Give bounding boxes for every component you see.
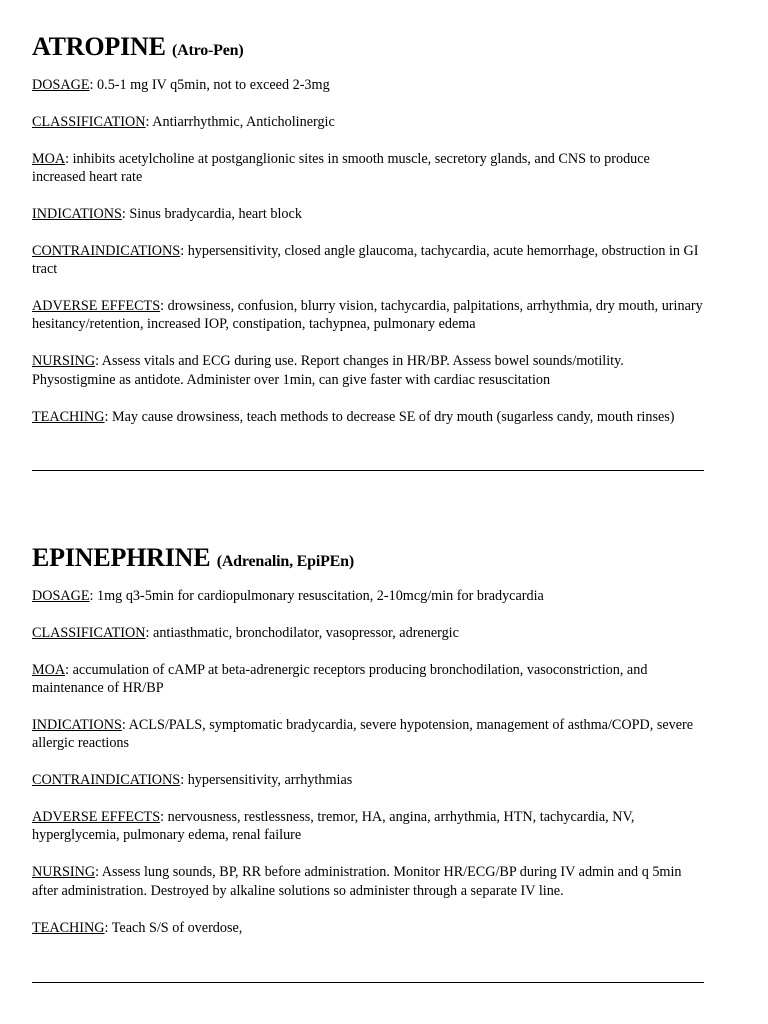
field-label: TEACHING bbox=[32, 919, 105, 936]
field-text: antiasthmatic, bronchodilator, vasopressor, adrenergic bbox=[153, 624, 459, 641]
field-label: DOSAGE bbox=[32, 588, 90, 604]
field-text: Assess vitals and ECG during use. Report changes in HR/BP. Assess bowel sounds/motility. Physostigmine as antidote. Administer over 1min, can give faster with cardiac resuscitation bbox=[32, 353, 624, 388]
field-label: CONTRAINDICATIONS bbox=[32, 772, 181, 789]
field-label: CLASSIFICATION bbox=[32, 624, 146, 641]
field-text: Sinus bradycardia, heart block bbox=[129, 205, 302, 222]
drug-fields bbox=[32, 76, 704, 426]
field-text: nervousness, restlessness, tremor, HA, angina, arrhythmia, HTN, tachycardia, NV, hyperglycemia, pulmonary edema, renal failure bbox=[32, 808, 635, 844]
field-text: Assess lung sounds, BP, RR before administration. Monitor HR/ECG/BP during IV admin and q 5min after administration. Destroyed by alkaline solutions so administer through a separate IV line. bbox=[32, 864, 682, 899]
field-text: inhibits acetylcholine at postganglionic sites in smooth muscle, secretory glands, and CNS to produce increased heart rate bbox=[32, 150, 650, 186]
field-label: ADVERSE EFFECTS bbox=[32, 297, 161, 314]
drug-title bbox=[32, 30, 704, 68]
field-dosage: DOSAGE: 1mg q3-5min for cardiopulmonary resuscitation, 2-10mcg/min for bradycardia bbox=[32, 588, 544, 604]
field-text: hypersensitivity, arrhythmias bbox=[187, 772, 353, 789]
field-label: NURSING bbox=[32, 353, 96, 370]
field-label: NURSING bbox=[32, 864, 96, 881]
field-contraindications: CONTRAINDICATIONS: hypersensitivity, closed angle glaucoma, tachycardia, acute hemorrhage, obstruction in GI tract bbox=[32, 242, 699, 278]
field-teaching: TEACHING: Teach S/S of overdose, bbox=[32, 919, 243, 936]
field-label: MOA bbox=[32, 661, 66, 678]
section-divider bbox=[32, 982, 704, 983]
field-dosage: DOSAGE: 0.5-1 mg IV q5min, not to exceed 2-3mg bbox=[32, 77, 330, 93]
field-moa: MOA: inhibits acetylcholine at postganglionic sites in smooth muscle, secretory glands, and CNS to produce increased heart rate bbox=[32, 150, 650, 186]
field-text: Teach S/S of overdose, bbox=[111, 919, 243, 936]
drug-name: ATROPINE bbox=[32, 32, 166, 61]
field-indications: INDICATIONS: Sinus bradycardia, heart block bbox=[32, 205, 302, 222]
drug-brand-name: (Adrenalin, EpiPEn) bbox=[216, 553, 354, 570]
field-teaching: TEACHING: May cause drowsiness, teach methods to decrease SE of dry mouth (sugarless candy, mouth rinses) bbox=[32, 408, 675, 425]
field-text: accumulation of cAMP at beta-adrenergic receptors producing bronchodilation, vasoconstriction, and maintenance of HR/BP bbox=[32, 661, 648, 697]
field-classification: CLASSIFICATION: Antiarrhythmic, Anticholinergic bbox=[32, 113, 335, 130]
field-adverse-effects: ADVERSE EFFECTS: nervousness, restlessness, tremor, HA, angina, arrhythmia, HTN, tachycardia, NV, hyperglycemia, pulmonary edema, renal failure bbox=[32, 808, 635, 844]
drug-title bbox=[32, 541, 704, 579]
section-divider bbox=[32, 470, 704, 471]
field-adverse-effects: ADVERSE EFFECTS: drowsiness, confusion, blurry vision, tachycardia, palpitations, arrhythmia, dry mouth, urinary hesitancy/retention, increased IOP, constipation, tachypnea, pulmonary edema bbox=[32, 297, 703, 333]
field-nursing: NURSING: Assess lung sounds, BP, RR before administration. Monitor HR/ECG/BP during IV admin and q 5min after administration. Destroyed by alkaline solutions so administer through a separate IV line. bbox=[32, 864, 682, 899]
field-label: TEACHING bbox=[32, 408, 105, 425]
drug-section-atropine bbox=[32, 30, 704, 426]
field-nursing: NURSING: Assess vitals and ECG during use. Report changes in HR/BP. Assess bowel sounds/motility. Physostigmine as antidote. Administer over 1min, can give faster with cardiac resuscitation bbox=[32, 353, 624, 388]
field-text: Antiarrhythmic, Anticholinergic bbox=[152, 113, 335, 130]
field-label: ADVERSE EFFECTS bbox=[32, 808, 161, 825]
field-label: INDICATIONS bbox=[32, 205, 122, 222]
field-text: hypersensitivity, closed angle glaucoma, tachycardia, acute hemorrhage, obstruction in GI tract bbox=[32, 242, 699, 278]
field-text: 1mg q3-5min for cardiopulmonary resuscitation, 2-10mcg/min for bradycardia bbox=[97, 588, 544, 604]
field-label: MOA bbox=[32, 150, 66, 167]
field-text: May cause drowsiness, teach methods to decrease SE of dry mouth (sugarless candy, mouth rinses) bbox=[112, 408, 675, 425]
field-label: DOSAGE bbox=[32, 77, 90, 93]
field-label: INDICATIONS bbox=[32, 716, 122, 733]
field-text: ACLS/PALS, symptomatic bradycardia, severe hypotension, management of asthma/COPD, severe allergic reactions bbox=[32, 716, 694, 752]
drug-section-epinephrine bbox=[32, 541, 704, 937]
field-text: drowsiness, confusion, blurry vision, tachycardia, palpitations, arrhythmia, dry mouth, urinary hesitancy/retention, increased IOP, constipation, tachypnea, pulmonary edema bbox=[32, 297, 703, 333]
field-indications: INDICATIONS: ACLS/PALS, symptomatic bradycardia, severe hypotension, management of asthma/COPD, severe allergic reactions bbox=[32, 716, 694, 752]
field-text: 0.5-1 mg IV q5min, not to exceed 2-3mg bbox=[97, 77, 330, 93]
field-classification: CLASSIFICATION: antiasthmatic, bronchodilator, vasopressor, adrenergic bbox=[32, 624, 459, 641]
drug-name: EPINEPHRINE bbox=[32, 543, 211, 572]
field-label: CLASSIFICATION bbox=[32, 113, 146, 130]
field-moa: MOA: accumulation of cAMP at beta-adrenergic receptors producing bronchodilation, vasoconstriction, and maintenance of HR/BP bbox=[32, 661, 648, 697]
drug-brand-name: (Atro-Pen) bbox=[172, 42, 244, 59]
field-contraindications: CONTRAINDICATIONS: hypersensitivity, arrhythmias bbox=[32, 772, 353, 789]
drug-fields bbox=[32, 587, 704, 937]
field-label: CONTRAINDICATIONS bbox=[32, 242, 181, 259]
